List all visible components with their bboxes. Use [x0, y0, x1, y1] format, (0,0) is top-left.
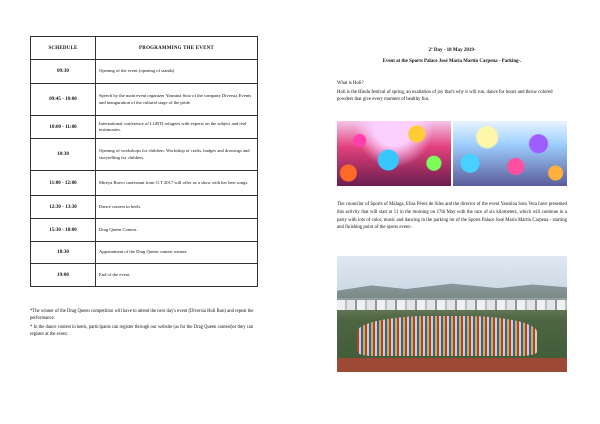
schedule-description: International conference of LGBTI refugees with experts on the subject and real testimonies. [96, 116, 258, 139]
schedule-time: 15:30 - 18:00 [31, 219, 96, 242]
schedule-description: Drag Queen Contest. [96, 219, 258, 242]
table-row [31, 264, 258, 287]
programming-column-header: PROGRAMMING THE EVENT [96, 37, 258, 60]
event-location-heading: Event at the Sports Palace José María Martín Carpena - Parking-. [382, 59, 522, 64]
schedule-time: 10:00 - 11:00 [31, 116, 96, 139]
councilor-paragraph: The councilor of Sports of Málaga, Elisa Pérez de Siles and the director of the event Yasmina Soto Vera have presented this activity that will start at 11 in the morning on 17th May with the race of six kilometers, which will continue in a party with lots of color, music and dancing in the parking lot of the Sports Palace José María Martín Carpena - starting and finishing point of the sports event-. [337, 202, 567, 231]
schedule-time: 10:30 [31, 139, 96, 171]
schedule-description: Speech by the main event organizer Yasmina Soto of the company Diversia Events and inauguration of the cultural stage of the pride. [96, 84, 258, 116]
drag-queen-note: *The winner of the Drag Queen competition will have to attend the next day's event (Diversia Holi Run) and repeat the performance. [30, 309, 254, 321]
colored-powder-photo [453, 121, 567, 186]
holi-description: Holi is the Hindu festival of spring, an exaltation of joy that's why it will run, dance for hours and throw colored powders that give every moment of healthy fun. [337, 90, 553, 103]
table-row [31, 219, 258, 242]
sports-palace-aerial-photo [337, 256, 567, 372]
schedule-column-header: SCHEDULE [31, 37, 96, 60]
schedule-description: Opening of workshops for children: Workshop of crafts, badges and drawings and storytelling for children. [96, 139, 258, 171]
crowd-area [357, 316, 537, 356]
dance-contest-note: * In the dance contest in heels, participants can register through our website (as for the Drag Queen contest)or they can register at the event. [30, 325, 254, 337]
table-row [31, 242, 258, 264]
holi-crowd-photo [337, 121, 451, 186]
schedule-description: Mireya Bravo contestant from O.T 2017 will offer us a show with her best songs. [96, 171, 258, 196]
table-row [31, 171, 258, 196]
table-row [31, 139, 258, 171]
schedule-description: Dance contest in heels. [96, 196, 258, 219]
table-row [31, 60, 258, 84]
schedule-table [30, 36, 258, 287]
schedule-description: Appointment of the Drag Queen contest winner. [96, 242, 258, 264]
schedule-description: Opening of the event (opening of stands) [96, 60, 258, 84]
schedule-time: 09:45 - 10:00 [31, 84, 96, 116]
holi-question: What is Holi? [337, 81, 364, 86]
schedule-time: 18:30 [31, 242, 96, 264]
schedule-time: 11:00 - 12:00 [31, 171, 96, 196]
schedule-time: 09:30 [31, 60, 96, 84]
schedule-description: End of the event. [96, 264, 258, 287]
holi-photos [337, 121, 567, 186]
table-header-row [31, 37, 258, 60]
running-track [337, 358, 567, 372]
hills-background [337, 280, 567, 298]
schedule-time: 19:00 [31, 264, 96, 287]
day-heading: 2º Day - 18 May 2019- [428, 48, 476, 53]
schedule-time: 12:30 - 13:30 [31, 196, 96, 219]
table-row [31, 116, 258, 139]
table-row [31, 84, 258, 116]
event-tents [337, 300, 567, 310]
schedule-notes [30, 309, 260, 341]
table-row [31, 196, 258, 219]
